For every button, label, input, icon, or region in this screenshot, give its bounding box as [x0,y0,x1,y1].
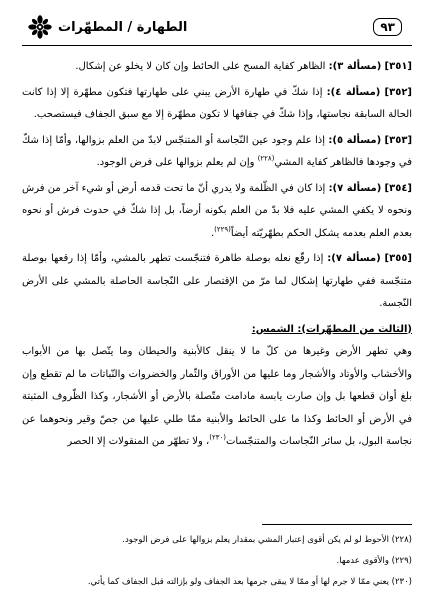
paragraph-text: ، ولا تطهّر من المنقولات إلا الحصر [67,436,210,447]
footnote-229: (٢٢٩) والأقوى عدمها. [336,556,412,566]
paragraph-text: الظاهر كفاية المسح على الحائط وإن كان لا يخلو عن إشكال. [75,61,326,72]
paragraph-number: [٣٥٤] [384,182,412,194]
paragraph-353 [22,130,412,175]
paragraph-352 [22,82,412,127]
issue-label: (مسألة ٤): [326,86,381,98]
footnote-230: (٢٣٠) يعني ممّا لا جرم لها أو ممّا لا يبقى جرمها بعد الجفاف ولو بإزالته قبل الجفاف كما يأتي. [87,577,412,587]
footnote-ref-230[interactable]: (٢٣٠) [209,433,226,442]
issue-label: (مسألة ٣): [328,61,382,72]
running-title: الطهارة / المطهّرات [58,19,188,35]
issue-label: (مسألة ٧): [327,253,381,264]
footnotes [22,530,412,593]
issue-label: (مسألة ٥): [328,134,382,146]
section-heading-sun [22,319,412,342]
floral-ornament-icon [26,13,54,41]
page-header [26,10,408,44]
paragraph-text: وإن لم يعلم بزوالها على فرض الوجود. [96,157,255,168]
paragraph-text: . [210,227,215,239]
paragraph-354 [22,178,412,246]
footnote-ref-229[interactable]: (٢٢٩) [214,225,231,234]
footnote-ref-228[interactable]: (٢٢٨) [257,154,275,163]
issue-label: (مسألة ٧): [328,182,382,194]
footnote-rule [262,524,412,525]
section-heading: (الثالث من المطهّرات): الشمس: [251,323,412,335]
paragraph-text: إذا كان في الظّلمة ولا يدري أنّ ما تحت قدمه أرض أو شيء آخر من فرش ونحوه لا يكفي المشي عليه فلا بدّ من العلم بكونه أرضاً، بل إذا شكّ في حدوث فرش أو نحوه بعدم العلم بعدمه يشكل الحكم بطهّريّته أيضاً [22,182,412,239]
paragraph-text: وهي تطهر الأرض وغيرها من كلّ ما لا ينقل كالأبنية والحيطان وما يتّصل بها من الأبواب والأخشاب والأوتاد والأشجار وما عليها من الأوراق والثّمار والخضروات والنّباتات ما لم تقطع وإن بلغ أوان قطعها بل وإن صارت يابسة مادامت متّصلة بالأرض أو الأشجار، وكذا الظّروف المثبتة في الأرض أو الحائط وكذا ما على الحائط والأبنية ممّا طلي عليها من جصّ وقير ونحوهما عن نجاسة البول، بل سائر النّجاسات والمتنجّسات [22,346,412,447]
paragraph-number: [٣٥٣] [384,134,413,146]
paragraph-351 [22,56,412,79]
paragraph-number: [٣٥١] [384,61,412,72]
paragraph-number: [٣٥٥] [384,253,412,264]
paragraph-number: [٣٥٢] [384,86,412,98]
paragraph-text: إذا علم وجود عين النّجاسة أو المتنجّس لابدّ من العلم بزوالها، وأمّا إذا شكّ في وجودها فالظاهر كفاية المشي [22,134,412,168]
page-number: ٩٣ [373,18,402,36]
footnote-228: (٢٢٨) الأحوط لو لم يكن أقوى إعتبار المشي بمقدار يعلم بزوالها على فرض الوجود. [122,535,412,545]
paragraph-sun [22,341,412,454]
main-text [22,56,412,454]
paragraph-355 [22,248,412,316]
paragraph-text: إذا شكّ في طهارة الأرض يبني على طهارتها فتكون مطهّرة إلا إذا كانت الحالة السابقة نجاستها، وإذا شكّ في جفافها لا تكون مطهّرة إلا مع سبق الجفاف فيستصحب. [22,86,412,120]
paragraph-text: إذا رقّع نعله بوصلة طاهرة فتنجّست تطهر بالمشي، وأمّا إذا رقعها بوصلة متنجّسة ففي طهارتها إشكال لما مرّ من الإقتصار على النّجاسة الحاصلة بالمشي على الأرض النّجسة. [22,253,412,309]
header-rule [22,45,412,46]
